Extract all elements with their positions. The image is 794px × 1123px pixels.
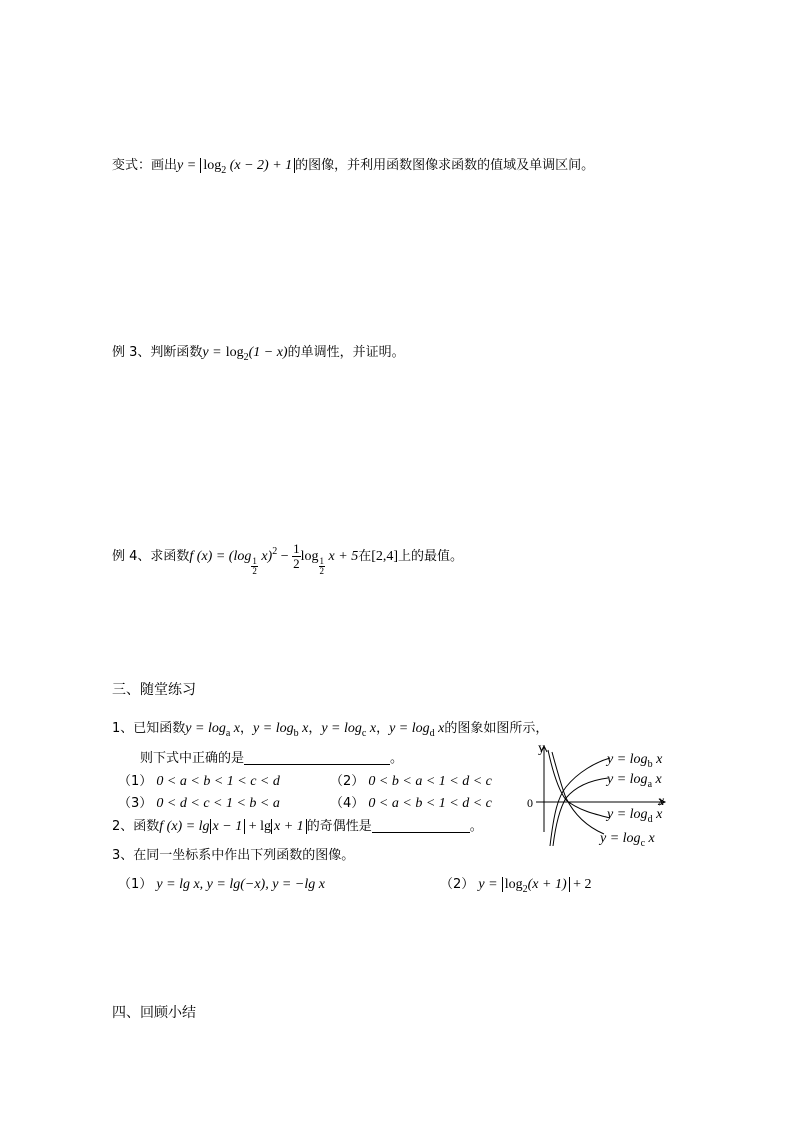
- half-fraction: $\frac{1}{2}$: [293, 541, 300, 571]
- example3-line: 例 3、判断函数$y = \log_2(1 - x)$的单调性，并证明。: [112, 345, 405, 363]
- half-base-2: $\frac{1}{2}$: [319, 556, 325, 576]
- answer-blank-2[interactable]: [372, 818, 470, 833]
- y-axis-label: y: [538, 741, 545, 756]
- label-log-d: $y = \log_d x$: [607, 807, 663, 825]
- label-log-a: $y = \log_a x$: [607, 772, 662, 790]
- q3-line: 3、在同一坐标系中作出下列函数的图像。: [112, 848, 355, 863]
- q1-option-4: （4） 0 < a < b < 1 < d < c: [330, 796, 492, 811]
- q2-line: 2、函数f (x) = lg x − 1 + lg x + 1 的奇偶性是 。: [112, 819, 483, 834]
- curve-log-d: [548, 750, 610, 818]
- section3-title: 三、随堂练习: [112, 682, 196, 698]
- q3-part2: （2） $y = \log_2(x + 1) + 2$: [440, 877, 592, 895]
- q1-line2: 则下式中正确的是 。: [140, 751, 404, 766]
- half-base: $\frac{1}{2}$: [252, 556, 257, 576]
- variant-line: 变式：画出$y = \log_2 (x - 2) + 1$ 的图像，并利用函数图像求函数的值域及单调区间。: [112, 158, 595, 176]
- label-log-b: $y = \log_b x$: [607, 752, 663, 770]
- x-axis-label: x: [658, 794, 665, 809]
- origin-label: 0: [527, 796, 533, 810]
- curve-log-c: [552, 752, 604, 834]
- answer-blank-1[interactable]: [244, 750, 390, 765]
- q1-line: 1、已知函数$y = \log_a x$，$y = \log_b x$，$y = \log_c x$，$y = \log_d x$的图象如图所示，: [112, 721, 549, 739]
- example4-line: 例 4、求函数f (x) = (log $\frac{1}{2}$ x)$^2$ − $\frac{1}{2}$ log $\frac{1}{2}$ x + 5在[2,4]上的最值。: [112, 541, 464, 576]
- q3-part1: （1） y = lg x, y = lg(−x), y = −lg x: [118, 877, 325, 892]
- q1-option-3: （3） 0 < d < c < 1 < b < a: [118, 796, 280, 811]
- q1-option-2: （2） 0 < b < a < 1 < d < c: [330, 774, 492, 789]
- label-log-c: $y = \log_c x$: [600, 831, 655, 849]
- abs-expression: $\log_2 (x - 2) + 1$: [200, 158, 295, 173]
- q1-option-1: （1） 0 < a < b < 1 < c < d: [118, 774, 280, 789]
- section4-title: 四、回顾小结: [112, 1005, 196, 1021]
